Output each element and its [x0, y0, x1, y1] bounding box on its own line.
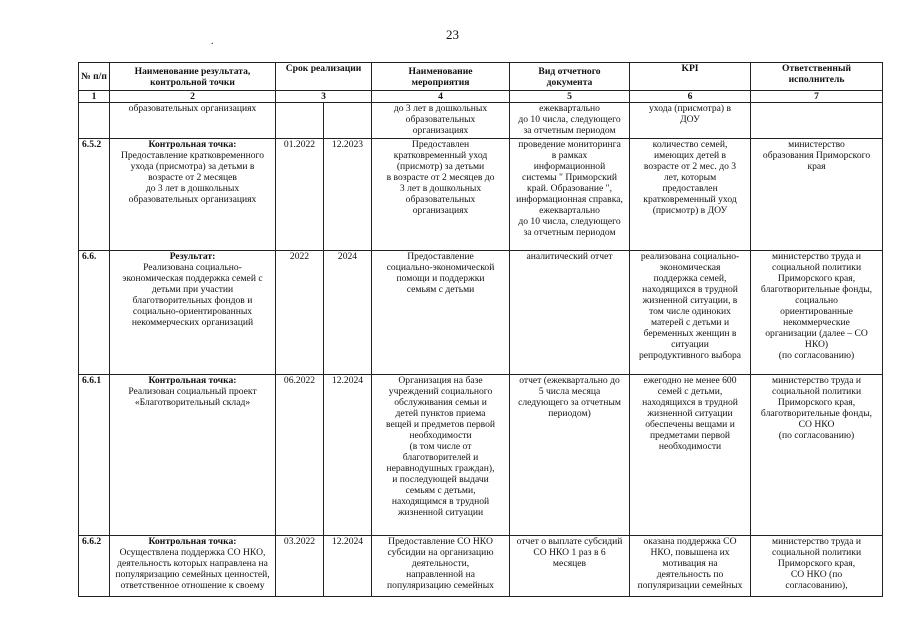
table-row	[79, 251, 883, 375]
header-num: № п/п	[79, 63, 110, 91]
column-numbers-row	[79, 91, 883, 103]
row-kpi: количество семей, имеющих детей в возрасте от 2 мес. до 3 лет, которым предоставлен кратковременный уход (присмотр) в ДОУ	[630, 139, 751, 251]
colnum-4: 4	[372, 91, 510, 103]
row-responsible: министерство труда и социальной политики Приморского края, благотворительные фонды, СО НКО (по согласованию)	[751, 375, 883, 536]
row-start: 03.2022	[276, 536, 324, 597]
row-responsible	[751, 103, 883, 139]
row-kpi: ухода (присмотра) в ДОУ	[630, 103, 751, 139]
header-activity: Наименование мероприятия	[372, 63, 510, 91]
colnum-7: 7	[751, 91, 883, 103]
row-result-text: Осуществлена поддержка СО НКО, деятельность которых направлена на популяризацию семейных ценностей, ответственное отношение к своему	[115, 547, 270, 591]
header-kpi: KPI	[630, 63, 751, 91]
table-row	[79, 536, 883, 597]
row-end: 2024	[324, 251, 372, 375]
row-start: 06.2022	[276, 375, 324, 536]
colnum-5: 5	[510, 91, 630, 103]
row-report: ежеквартально до 10 числа, следующего за отчетным периодом	[510, 103, 630, 139]
header-row	[79, 63, 883, 91]
row-activity: Предоставление СО НКО субсидии на организацию деятельности, направленной на популяризацию семейных	[372, 536, 510, 597]
row-start: 2022	[276, 251, 324, 375]
header-responsible: Ответственный исполнитель	[751, 63, 883, 91]
row-result-cell	[110, 536, 276, 597]
row-num: 6.6.1	[79, 375, 110, 536]
row-num	[79, 103, 110, 139]
colnum-3: 3	[276, 91, 372, 103]
row-start	[276, 103, 324, 139]
row-report: отчет о выплате субсидий СО НКО 1 раз в 6 месяцев	[510, 536, 630, 597]
page-number: 23	[446, 27, 459, 42]
row-num: 6.6.	[79, 251, 110, 375]
row-responsible: министерство образования Приморского края	[751, 139, 883, 251]
colnum-2: 2	[110, 91, 276, 103]
row-num: 6.5.2	[79, 139, 110, 251]
row-result-title: Результат:	[169, 251, 216, 262]
table-row	[79, 103, 883, 139]
row-start: 01.2022	[276, 139, 324, 251]
row-kpi: реализована социально- экономическая поддержка семей, находящихся в трудной жизненной ситуации, в том числе одиноких матерей с детьми и беременных женщин в ситуации репродуктивного выбора	[630, 251, 751, 375]
row-kpi: оказана поддержка СО НКО, повышена их мотивация на деятельность по популяризации семейных	[630, 536, 751, 597]
row-responsible: министерство труда и социальной политики Приморского края, СО НКО (по согласованию),	[751, 536, 883, 597]
header-report: Вид отчетного документа	[510, 63, 630, 91]
row-num: 6.6.2	[79, 536, 110, 597]
table-row	[79, 139, 883, 251]
row-activity: до 3 лет в дошкольных образовательных организациях	[372, 103, 510, 139]
header-result: Наименование результата, контрольной точки	[110, 63, 276, 91]
colnum-6: 6	[630, 91, 751, 103]
header-period: Срок реализации	[276, 63, 372, 91]
row-result-cell	[110, 139, 276, 251]
row-result-cell	[110, 251, 276, 375]
row-report: отчет (ежеквартально до 5 числа месяца следующего за отчетным периодом)	[510, 375, 630, 536]
row-responsible: министерство труда и социальной политики Приморского края, благотворительные фонды, социально ориентированные некоммерческие организации (далее – СО НКО) (по согласованию)	[751, 251, 883, 375]
row-kpi: ежегодно не менее 600 семей с детьми, находящихся в трудной жизненной ситуации обеспечены вещами и предметами первой необходимости	[630, 375, 751, 536]
row-activity: Предоставлен кратковременный уход (присмотр) за детьми в возрасте от 2 месяцев до 3 лет в дошкольных образовательных организациях	[372, 139, 510, 251]
row-end: 12.2024	[324, 375, 372, 536]
table-row	[79, 375, 883, 536]
row-result-text: Реализован социальный проект «Благотворительный склад»	[128, 386, 257, 408]
row-activity: Организация на базе учреждений социального обслуживания семьи и детей пунктов приема вещей и предметов первой необходимости (в том числе от благотворителей и неравнодушных граждан), и последующей выдачи семьям с детьми, находящимся в трудной жизненной ситуации	[372, 375, 510, 536]
row-activity: Предоставление социально-экономической помощи и поддержки семьям с детьми	[372, 251, 510, 375]
row-end: 12.2024	[324, 536, 372, 597]
row-result-cell	[110, 375, 276, 536]
row-end: 12.2023	[324, 139, 372, 251]
row-result-title: Контрольная точка:	[148, 536, 237, 547]
stray-mark: .	[211, 36, 214, 47]
row-result-text: Реализована социально- экономическая поддержка семей с детьми при участии благотворительных фондов и социально-ориентированных некоммерческих организаций	[122, 262, 263, 328]
row-end	[324, 103, 372, 139]
row-result-title: Контрольная точка:	[148, 139, 237, 150]
row-report: проведение мониторинга в рамках информационной системы " Приморский край. Образование ", информационная справка, ежеквартально до 10 числа, следующего за отчетным периодом	[510, 139, 630, 251]
row-result-text: образовательных организациях	[110, 103, 276, 139]
row-result-text: Предоставление кратковременного ухода (присмотра) за детьми в возрасте от 2 месяцев до 3 лет в дошкольных образовательных организациях	[120, 150, 265, 205]
row-result-title: Контрольная точка:	[148, 375, 237, 386]
row-report: аналитический отчет	[510, 251, 630, 375]
plan-table	[78, 62, 883, 597]
colnum-1: 1	[79, 91, 110, 103]
